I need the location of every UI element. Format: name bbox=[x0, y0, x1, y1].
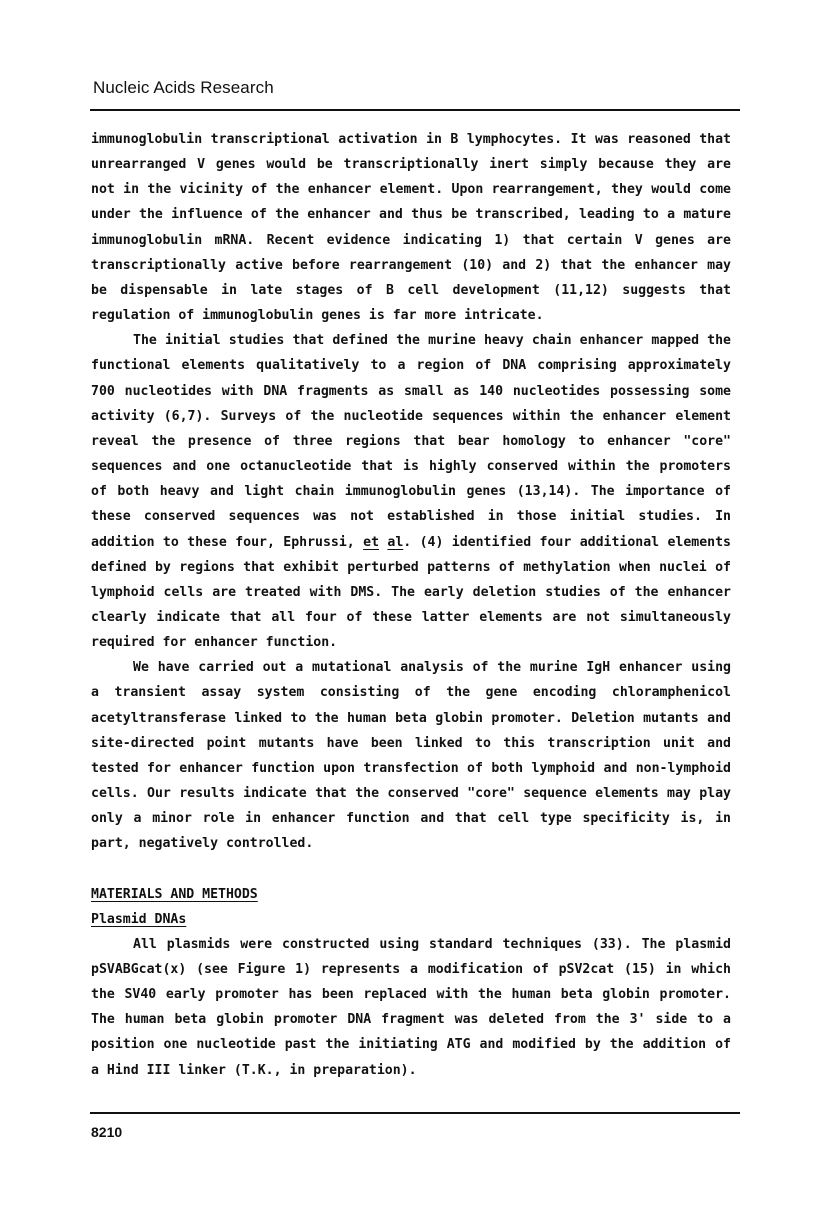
header-rule bbox=[90, 109, 740, 111]
page-number: 8210 bbox=[91, 1124, 123, 1140]
al-text: al bbox=[387, 534, 404, 550]
subheading-plasmid-dnas: Plasmid DNAs bbox=[91, 911, 187, 927]
paragraph-mutational-analysis: We have carried out a mutational analysis of the murine IgH enhancer using a transient assay system consisting of the gene encoding chloramphenicol acetyltransferase linked to the human beta globin promoter. Deletion mutants and site-directed point mutants have been linked to this transcription unit and tested for enhancer function upon transfection of both lymphoid and non-lymphoid cells. Our results indicate that the conserved "core" sequence elements may play only a minor role in enhancer function and that cell type specificity is, in part, negatively controlled. bbox=[91, 660, 731, 852]
journal-header: Nucleic Acids Research bbox=[93, 78, 274, 97]
paragraph-text-after: . (4) identified four additional elements defined by regions that exhibit perturbed patterns of methylation when nuclei of lymphoid cells are treated with DMS. The early deletion studies of the enhancer clearly indicate that all four of these latter elements are not simultaneously required for enhancer function. bbox=[91, 534, 731, 651]
footer-rule bbox=[90, 1112, 740, 1114]
paragraph-intro: immunoglobulin transcriptional activation in B lymphocytes. It was reasoned that unrearranged V genes would be transcriptionally inert simply because they are not in the vicinity of the enhancer element. Upon rearrangement, they would come under the influence of the enhancer and thus be transcribed, leading to a mature immunoglobulin mRNA. Recent evidence indicating 1) that certain V genes are transcriptionally active before rearrangement (10) and 2) that the enhancer may be dispensable in late stages of B cell development (11,12) suggests that regulation of immunoglobulin genes is far more intricate. bbox=[91, 132, 731, 324]
paragraph-plasmids: All plasmids were constructed using standard techniques (33). The plasmid pSVABGcat(x) (see Figure 1) represents a modification of pSV2cat (15) in which the SV40 early promoter has been replaced with the human beta globin promoter. The human beta globin promoter DNA fragment was deleted from the 3' side to a position one nucleotide past the initiating ATG and modified by the addition of a Hind III linker (T.K., in preparation). bbox=[91, 936, 731, 1078]
page-body bbox=[91, 127, 731, 1083]
section-heading-methods: MATERIALS AND METHODS bbox=[91, 886, 258, 902]
et-text: et bbox=[363, 534, 380, 550]
paragraph-text-before: The initial studies that defined the murine heavy chain enhancer mapped the functional elements qualitatively to a region of DNA comprising approximately 700 nucleotides with DNA fragments as small as 140 nucleotides possessing some activity (6,7). Surveys of the nucleotide sequences within the enhancer element reveal the presence of three regions that bear homology to enhancer "core" sequences and one octanucleotide that is highly conserved within the promoters of both heavy and light chain immunoglobulin genes (13,14). The importance of these conserved sequences was not established in those initial studies. In addition to these four, Ephrussi, bbox=[91, 333, 731, 550]
paragraph-initial-studies bbox=[91, 328, 731, 655]
